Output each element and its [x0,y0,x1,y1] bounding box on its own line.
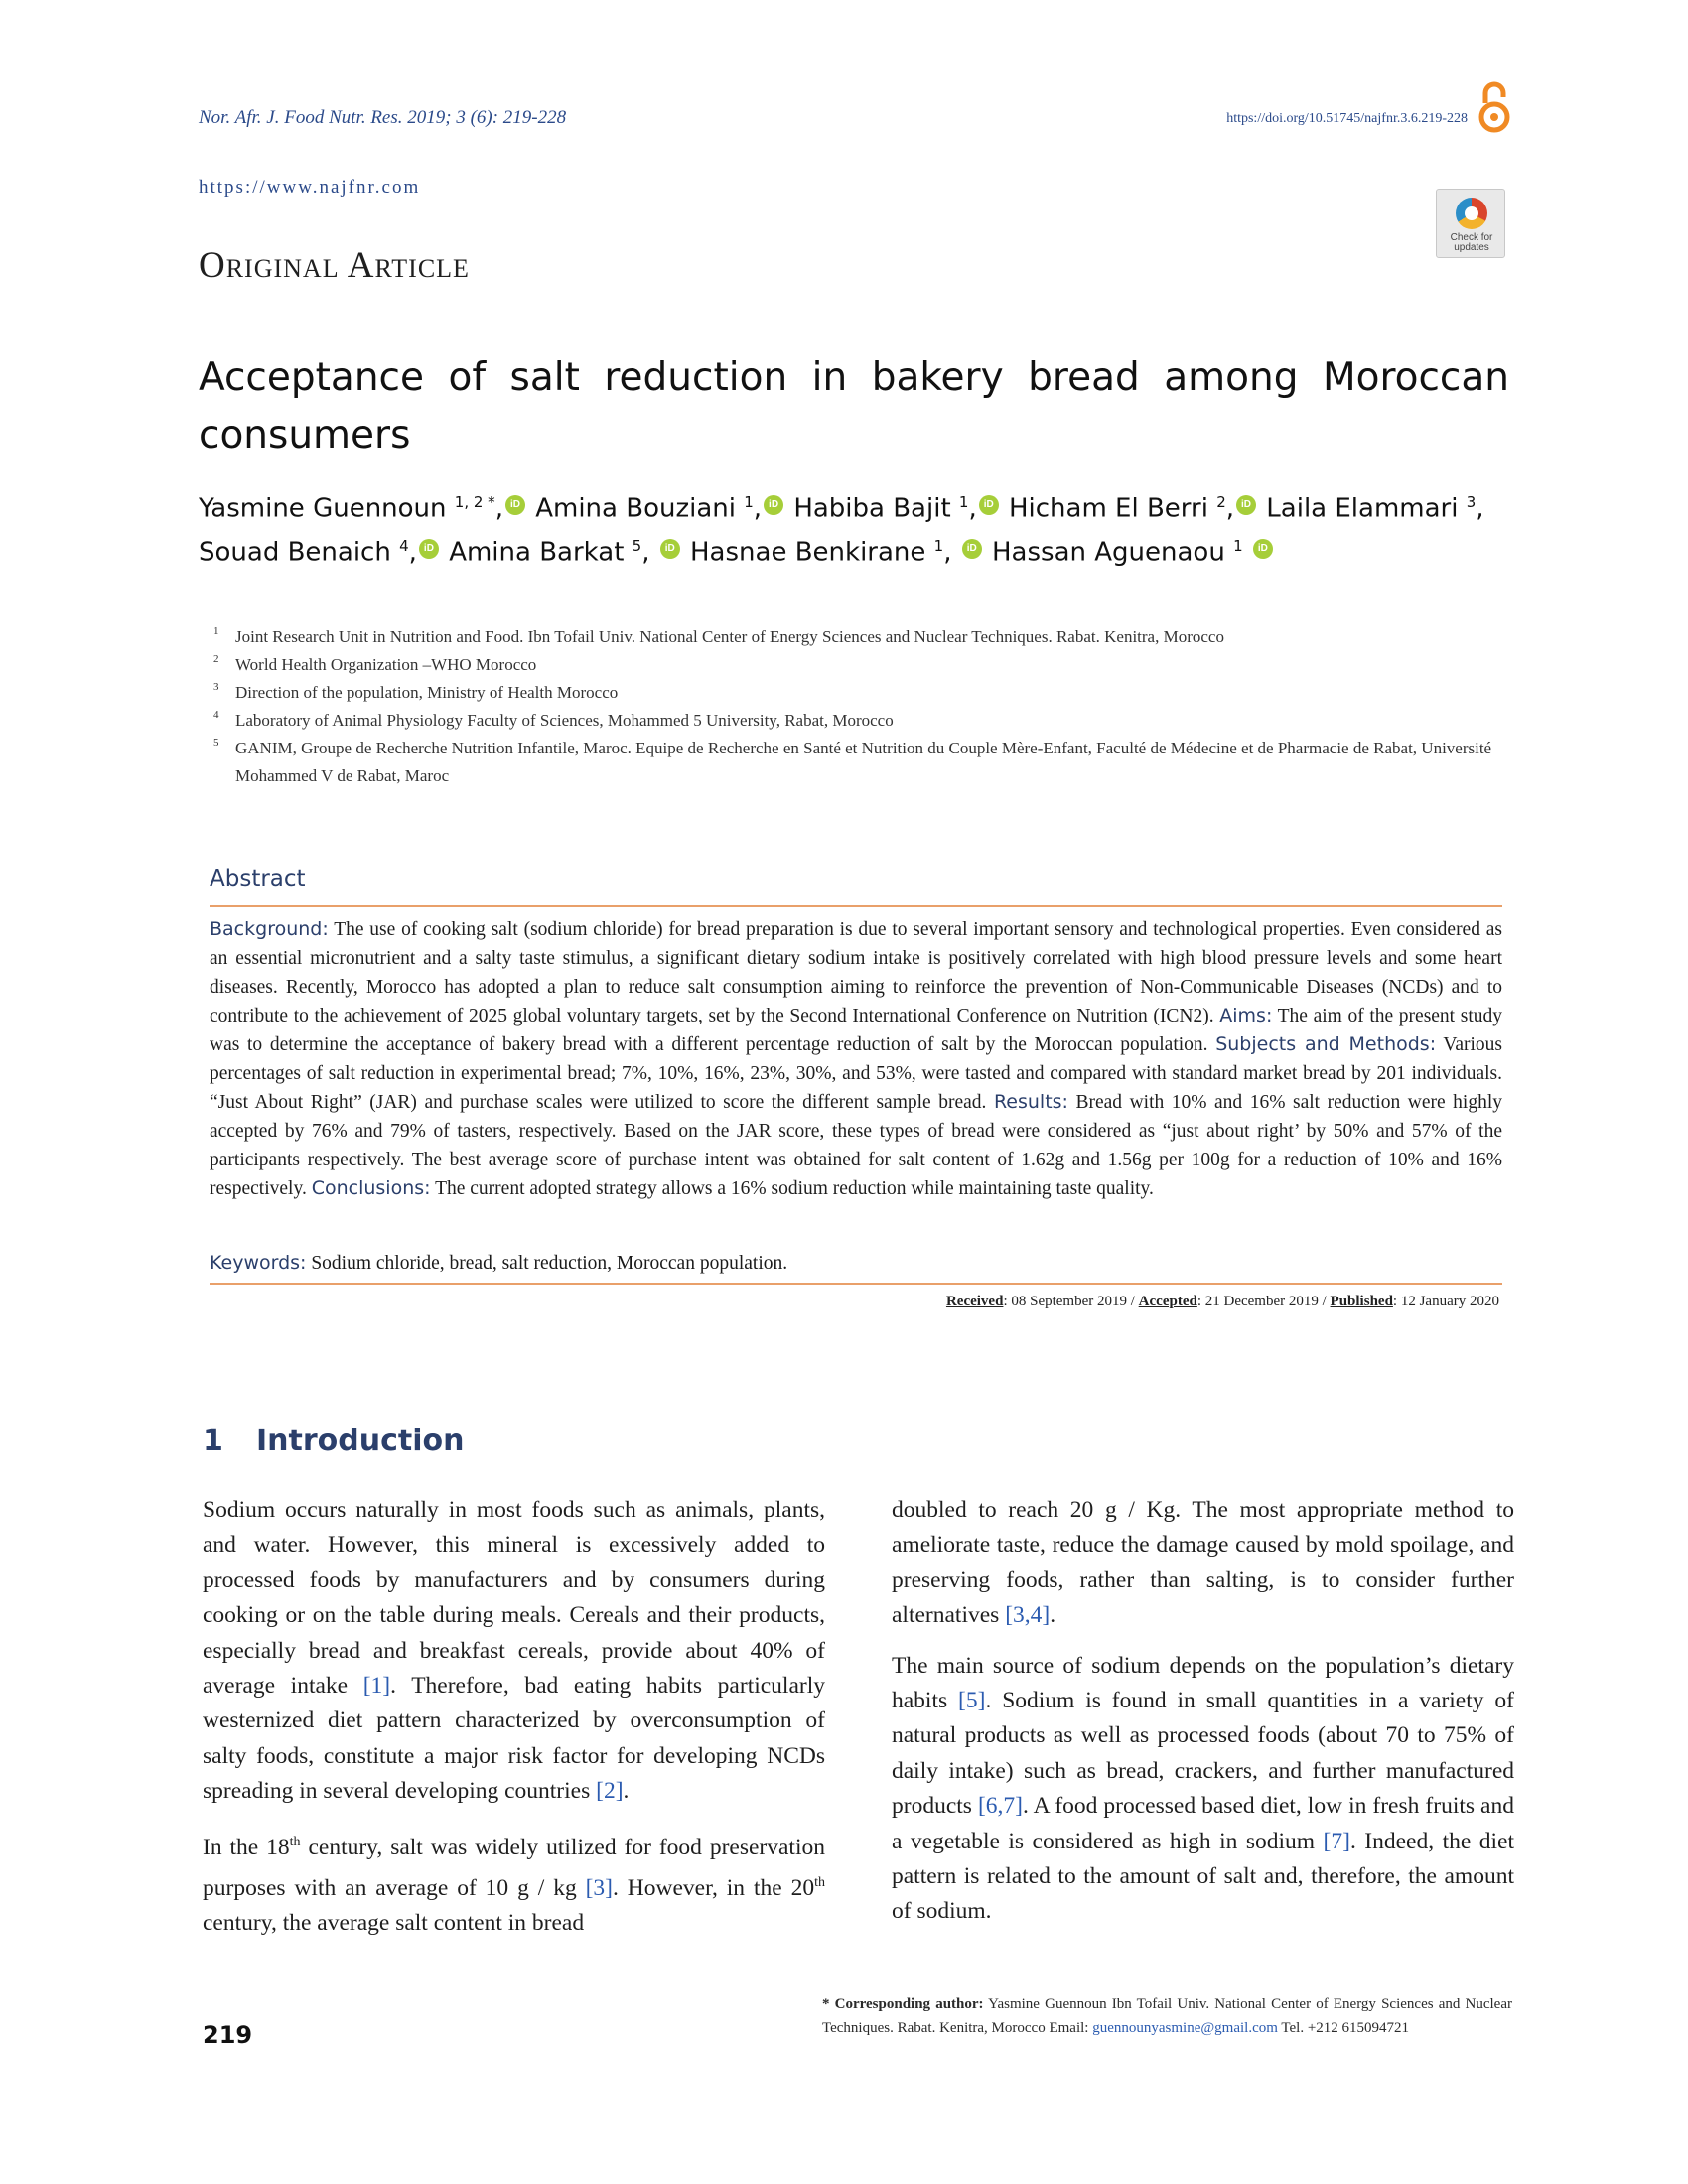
text-run: . A food processed based diet, low in fresh fruits and a vegetable is considered as high in sodium [892,1793,1514,1854]
paragraph [203,1825,825,1942]
orcid-icon[interactable]: iD [764,495,783,515]
received-label: Received [945,1294,1004,1309]
author-affil: 2 [1216,493,1226,511]
accepted-date: : 21 December 2019 / [1196,1294,1331,1309]
ordinal-suffix: th [814,1874,825,1890]
article-title: Acceptance of salt reduction in bakery bread among Moroccan consumers [199,355,1509,458]
citation-link[interactable]: [6,7] [977,1793,1023,1820]
publication-dates [946,1294,1499,1310]
text-run: . Sodium is found in small quantities in a variety of natural products as well as processed foods (about 70 to 75% of daily intake) such as bread, crackers, and further manufactured products [892,1688,1514,1820]
methods-text: Various percentages of salt reduction in experimental bread; 7%, 10%, 16%, 23%, 30%, and 53%, were tasted and compared with standard market bread by 201 individuals. “Just About Right” (JAR) and purchase scales were utilized to score the different sample bread. [210,1034,1502,1113]
right-column [892,1493,1514,1945]
author-affil: 1, 2 * [454,493,495,511]
author-name: Yasmine Guennoun [199,493,447,524]
text-run: . Therefore, bad eating habits particularly westernized diet pattern characterized by overconsumption of salty foods, constitute a major risk factor for developing NCDs spreading in several developing countries [203,1673,825,1805]
author-affil: 4 [399,536,409,555]
text-run: Sodium occurs naturally in most foods such as animals, plants, and water. However, this mineral is excessively added to processed foods by manufacturers and by consumers during cooking or on the table during meals. Cereals and their products, especially bread and breakfast cereals, provide about 40% of average intake [203,1497,825,1700]
affiliation-item [213,735,1509,790]
abstract-text [210,915,1502,1203]
keywords [210,1249,1502,1278]
author-affil: 1 [1233,536,1243,555]
open-access-icon [1477,79,1512,135]
affiliation-number: 2 [213,653,219,665]
check-for-updates-badge[interactable] [1436,189,1505,258]
text-run: In the 18 [203,1834,290,1860]
affiliation-text: World Health Organization –WHO Morocco [235,655,537,674]
text-run: century, salt was widely utilized for food preservation purposes with an average of 10 g / kg [203,1834,825,1901]
affiliation-text: Direction of the population, Ministry of Health Morocco [235,683,619,702]
page-number: 219 [203,2021,253,2049]
author-name: Laila Elammari [1266,493,1459,524]
author-affil: 3 [1466,493,1477,511]
text-run: century, the average salt content in bread [203,1910,585,1937]
text-run: . However, in the 20 [613,1874,815,1901]
background-text: The use of cooking salt (sodium chloride) for bread preparation is due to several important sensory and technological properties. Even considered as an essential micronutrient and a salty taste stimulus, a significant dietary sodium intake is positively correlated with high blood pressure levels and some heart diseases. Recently, Morocco has adopted a plan to reduce salt consumption aiming to reinforce the prevention of Non-Communicable Diseases (NCDs) and to contribute to the achievement of 2025 global voluntary targets, set by the Second International Conference on Nutrition (ICN2). [210,919,1502,1026]
affiliation-number: 4 [213,709,219,721]
abstract-heading: Abstract [210,866,306,891]
affiliation-text: Laboratory of Animal Physiology Faculty of Sciences, Mohammed 5 University, Rabat, Morocco [235,711,894,730]
orcid-icon[interactable]: iD [1253,539,1273,559]
aims-label: Aims: [1219,1005,1273,1026]
abstract-top-rule [210,905,1502,907]
citation-link[interactable]: [3] [585,1874,614,1901]
orcid-icon[interactable]: iD [979,495,999,515]
affiliation-list [213,623,1509,790]
author-affil: 1 [933,536,944,555]
orcid-icon[interactable]: iD [660,539,680,559]
text-run: . [1050,1602,1056,1629]
text-run: . [623,1778,630,1805]
aims-text: The aim of the present study was to determine the acceptance of bakery bread with a different percentage reduction of salt by the Moroccan population. [210,1006,1502,1055]
text-run: doubled to reach 20 g / Kg. The most appropriate method to ameliorate taste, reduce the damage caused by mold spoilage, and preserving foods, rather than salting, is to consider further alternatives [892,1497,1514,1629]
citation-link[interactable]: [3,4] [1005,1602,1051,1629]
author-name: Amina Bouziani [535,493,736,524]
affiliation-item [213,707,1509,735]
ordinal-suffix: th [289,1834,301,1849]
published-date: : 12 January 2020 [1392,1294,1499,1309]
corresponding-author-label: * Corresponding author: [822,1996,984,2012]
author-affil: 5 [632,536,642,555]
methods-label: Subjects and Methods: [1215,1033,1437,1055]
journal-reference: Nor. Afr. J. Food Nutr. Res. 2019; 3 (6): 219-228 [199,107,567,128]
text-run: . Indeed, the diet pattern is related to the amount of salt and, therefore, the amount of sodium. [892,1828,1515,1925]
affiliation-item [213,679,1509,707]
citation-link[interactable]: [5] [958,1688,986,1714]
text-run: The main source of sodium depends on the population’s dietary habits [892,1652,1514,1714]
paragraph [892,1649,1514,1930]
citation-link[interactable]: [1] [362,1673,391,1700]
author-name: Amina Barkat [449,537,625,568]
affiliation-number: 3 [213,681,219,693]
affiliation-text: Joint Research Unit in Nutrition and Food. Ibn Tofail Univ. National Center of Energy Sciences and Nuclear Techniques. Rabat. Kenitra, Morocco [235,627,1224,646]
results-text: Bread with 10% and 16% salt reduction were highly accepted by 76% and 79% of tasters, respectively. Based on the JAR score, these types of bread were considered as “just about right’ by 50% and 57% of the participants respectively. The best average score of purchase intent was obtained for salt content of 1.62g and 1.56g per 100g for a reduction of 10% and 16% respectively. [210,1092,1502,1199]
author-name: Hasnae Benkirane [690,537,926,568]
doi-link[interactable]: https://doi.org/10.51745/najfnr.3.6.219-228 [1226,111,1468,126]
orcid-icon[interactable]: iD [419,539,439,559]
author-name: Habiba Bajit [793,493,951,524]
corresponding-author-text: Yasmine Guennoun Ibn Tofail Univ. National Center of Energy Sciences and Nuclear Techniques. Rabat. Kenitra, Morocco Email: [822,1996,1512,2036]
affiliation-item [213,651,1509,679]
author-affil: 1 [958,493,969,511]
conclusions-label: Conclusions: [311,1177,431,1199]
conclusions-text: The current adopted strategy allows a 16% sodium reduction while maintaining taste quality. [430,1178,1154,1199]
affiliation-number: 1 [213,625,219,637]
affiliation-number: 5 [213,737,219,749]
check-badge-label: Check for updates [1450,232,1493,253]
published-label: Published [1330,1294,1393,1309]
keywords-text: Sodium chloride, bread, salt reduction, Moroccan population. [306,1253,788,1274]
crossmark-icon [1456,198,1487,229]
author-name: Hicham El Berri [1008,493,1208,524]
author-name: Hassan Aguenaou [992,537,1225,568]
paragraph [892,1493,1514,1634]
email-link[interactable]: guennounyasmine@gmail.com [1092,2020,1278,2036]
citation-link[interactable]: [7] [1323,1828,1350,1854]
citation-link[interactable]: [2] [596,1778,624,1805]
orcid-icon[interactable]: iD [505,495,525,515]
section-title: Introduction [256,1424,465,1458]
introduction-heading [203,1424,464,1458]
telephone: Tel. +212 615094721 [1277,2020,1410,2036]
section-number: 1 [203,1424,223,1458]
author-list: Yasmine Guennoun $^{1, 2 *}$, iD Amina Bouziani $^1$, iD Habiba Bajit $^1$, iD Hicham El Berri $^2$, iD Laila Elammari $^3$, Souad Benaich $^4$, iD Amina Barkat $^5$, iD Hasnae Benkirane $^1$, iD Hassan Aguenaou $^1$ iD [199,493,1484,568]
left-column [203,1493,825,1957]
abstract-bottom-rule [210,1283,1502,1285]
keywords-label: Keywords: [210,1252,307,1274]
author-affil: 1 [744,493,754,511]
background-label: Background: [210,918,329,940]
article-type: Original Article [199,245,470,286]
author-name: Souad Benaich [199,537,391,568]
results-label: Results: [993,1091,1068,1113]
affiliation-item [213,623,1509,651]
paragraph [203,1493,825,1810]
journal-website-link[interactable]: https://www.najfnr.com [199,177,421,198]
accepted-label: Accepted [1138,1294,1197,1309]
orcid-icon[interactable]: iD [962,539,982,559]
corresponding-author-note [822,1992,1512,2040]
affiliation-text: GANIM, Groupe de Recherche Nutrition Infantile, Maroc. Equipe de Recherche en Santé et Nutrition du Couple Mère-Enfant, Faculté de Médecine et de Pharmacie de Rabat, Université Mohammed V de Rabat, Maroc [235,739,1492,785]
orcid-icon[interactable]: iD [1236,495,1256,515]
received-date: : 08 September 2019 / [1003,1294,1139,1309]
